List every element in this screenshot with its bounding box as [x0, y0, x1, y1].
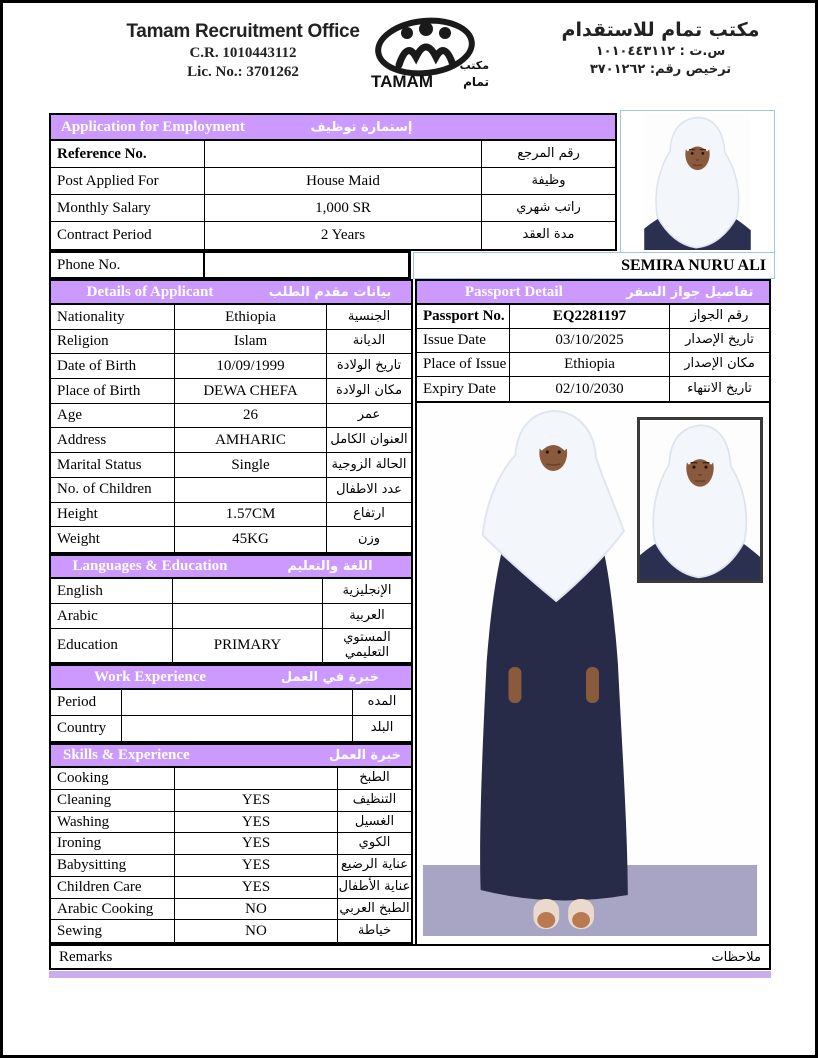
table-row [51, 141, 615, 168]
table-row [51, 404, 411, 429]
table-row [51, 877, 411, 899]
license-number: Lic. No.: 3701262 [187, 64, 299, 80]
table-row [51, 428, 411, 453]
row-label: Babysitting [51, 855, 175, 876]
application-header-ar: إستمارة توظيف [310, 119, 413, 135]
row-value: NO [175, 920, 338, 942]
row-label-arabic: تاريخ الولادة [336, 358, 402, 374]
row-value: 10/09/1999 [175, 354, 327, 378]
row-label-arabic: الإنجليزية [342, 582, 392, 598]
row-value: Islam [175, 330, 327, 354]
table-row [417, 329, 769, 353]
row-label: Arabic [51, 604, 173, 628]
table-row [51, 833, 411, 855]
row-label: Height [51, 503, 175, 527]
applicant-photo-inset [637, 417, 763, 583]
row-value [205, 141, 482, 167]
row-value: Ethiopia [175, 305, 327, 329]
row-label-arabic: رقم المرجع [517, 145, 580, 161]
row-value: Ethiopia [510, 353, 670, 376]
row-label-arabic: مكان الإصدار [684, 356, 755, 372]
row-label: Monthly Salary [51, 195, 205, 221]
row-label-arabic: مدة العقد [522, 227, 575, 243]
table-row [51, 920, 411, 942]
row-value: YES [175, 877, 338, 898]
row-value [175, 478, 327, 502]
table-row [51, 768, 411, 790]
row-label-arabic: عدد الاطفال [336, 481, 402, 497]
table-row [51, 629, 411, 662]
passport-header-en: Passport Detail [464, 283, 563, 300]
row-label: Washing [51, 812, 175, 833]
languages-section-header [51, 556, 411, 579]
work-experience-table [49, 664, 413, 743]
row-label: Issue Date [417, 329, 510, 352]
work-header-en: Work Experience [93, 668, 207, 685]
table-row [417, 305, 769, 329]
languages-header-en: Languages & Education [72, 558, 228, 574]
phone-row [49, 251, 411, 279]
table-row [51, 690, 411, 716]
row-label: Sewing [51, 920, 175, 942]
table-row [51, 503, 411, 528]
row-label-arabic: رقم الجواز [690, 308, 749, 324]
table-row [51, 478, 411, 503]
row-value: YES [175, 855, 338, 876]
row-label-arabic: العربية [349, 607, 385, 623]
row-label: Arabic Cooking [51, 899, 175, 920]
languages-education-table [49, 554, 413, 664]
row-label: Period [51, 690, 122, 715]
table-row [51, 579, 411, 604]
remarks-label-arabic: ملاحظات [711, 949, 761, 965]
row-label: Marital Status [51, 453, 175, 477]
logo-text: TAMAM [371, 72, 433, 91]
row-value: AMHARIC [175, 428, 327, 452]
row-label-arabic: العنوان الكامل [330, 432, 408, 448]
row-value [122, 716, 353, 742]
row-label: Cleaning [51, 790, 175, 811]
row-label: Reference No. [51, 141, 205, 167]
tamam-logo-icon [365, 13, 491, 93]
cr-number: C.R. 1010443112 [189, 45, 297, 61]
details-header-en: Details of Applicant [86, 283, 214, 300]
row-label-arabic: ارتفاع [353, 506, 385, 522]
row-label-arabic: التنظيف [352, 791, 397, 807]
row-value [173, 579, 323, 603]
table-row [417, 377, 769, 401]
table-row [417, 353, 769, 377]
row-label-arabic: عناية الرضيع [341, 857, 408, 873]
row-label: Place of Birth [51, 379, 175, 403]
table-row [51, 604, 411, 629]
row-label: English [51, 579, 173, 603]
remarks-row [49, 944, 771, 970]
row-label-arabic: البلد [370, 720, 394, 736]
row-value: 26 [175, 404, 327, 428]
skills-section-header [51, 745, 411, 768]
passport-section-header [417, 281, 769, 305]
row-label: Cooking [51, 768, 175, 789]
row-label-arabic: وزن [357, 531, 381, 547]
row-value: 1,000 SR [205, 195, 482, 221]
table-row [51, 453, 411, 478]
application-section-header [51, 115, 615, 141]
details-section-header [51, 281, 411, 305]
row-label: Education [51, 629, 173, 662]
row-label: Children Care [51, 877, 175, 898]
row-label-arabic: تاريخ الانتهاء [687, 380, 752, 396]
table-row [51, 899, 411, 921]
row-label-arabic: تاريخ الإصدار [685, 332, 754, 348]
phone-value [205, 253, 409, 277]
row-label-arabic: الغسيل [354, 813, 395, 829]
row-value: PRIMARY [173, 629, 323, 662]
office-name-arabic: مكتب تمام للاستقدام [561, 19, 760, 41]
row-label: Weight [51, 527, 175, 552]
candidate-name: SEMIRA NURU ALI [413, 252, 775, 279]
row-label: Date of Birth [51, 354, 175, 378]
row-value [175, 768, 338, 789]
row-label: Post Applied For [51, 168, 205, 194]
row-value [173, 604, 323, 628]
row-value: DEWA CHEFA [175, 379, 327, 403]
row-label-arabic: مكان الولادة [335, 382, 403, 398]
row-label-arabic: الطبخ العربي [339, 900, 410, 916]
applicant-photo-fullbody [415, 403, 771, 944]
table-row [51, 168, 615, 195]
row-label-arabic: راتب شهري [516, 199, 581, 215]
cr-number-arabic: س.ت : ١٠١٠٤٤٣١١٢ [595, 44, 726, 59]
passport-detail-table [415, 279, 771, 403]
row-value: 2 Years [205, 222, 482, 249]
logo-text-arabic-1: مكتب [459, 59, 489, 72]
table-row [51, 812, 411, 834]
row-value: 45KG [175, 527, 327, 552]
row-label: Address [51, 428, 175, 452]
row-label: Passport No. [417, 305, 510, 328]
license-number-arabic: ترخيص رقم: ٣٧٠١٢٦٢ [589, 62, 732, 77]
application-table [49, 113, 617, 251]
row-label: Ironing [51, 833, 175, 854]
office-name: Tamam Recruitment Office [126, 21, 360, 42]
table-row [51, 305, 411, 330]
remarks-label: Remarks [59, 948, 113, 965]
row-value: YES [175, 833, 338, 854]
table-row [51, 527, 411, 552]
row-label-arabic: الطبخ [359, 770, 390, 786]
row-label-arabic: عمر [357, 407, 381, 423]
applicant-photo-headshot [620, 110, 775, 253]
row-label: Age [51, 404, 175, 428]
details-header-ar: بيانات مقدم الطلب [268, 284, 392, 300]
table-row [51, 222, 615, 249]
row-label-arabic: عناية الأطفال [338, 878, 411, 894]
row-label-arabic: وظيفة [531, 172, 566, 188]
logo-text-arabic-2: تمام [463, 75, 489, 89]
row-label: Country [51, 716, 122, 742]
row-value: EQ2281197 [510, 305, 670, 328]
row-label: Expiry Date [417, 377, 510, 401]
row-label: No. of Children [51, 478, 175, 502]
row-value: 02/10/2030 [510, 377, 670, 401]
row-value: YES [175, 790, 338, 811]
row-value: NO [175, 899, 338, 920]
row-value [122, 690, 353, 715]
row-label-arabic: الديانة [352, 333, 386, 349]
row-label-arabic: المده [367, 694, 397, 710]
skills-header-en: Skills & Experience [63, 747, 190, 763]
row-value: Single [175, 453, 327, 477]
table-row [51, 195, 615, 222]
row-label: Contract Period [51, 222, 205, 249]
row-value: YES [175, 812, 338, 833]
row-label-arabic: الجنسية [347, 308, 391, 324]
skills-header-ar: خبرة العمل [329, 748, 401, 763]
work-header-ar: خبرة في العمل [280, 669, 380, 685]
languages-header-ar: اللغة والتعليم [287, 559, 373, 574]
phone-label: Phone No. [51, 253, 205, 277]
work-section-header [51, 666, 411, 690]
bottom-divider-strip [49, 971, 771, 978]
row-label: Religion [51, 330, 175, 354]
row-label-arabic: الكوي [358, 835, 391, 851]
row-value: 1.57CM [175, 503, 327, 527]
letterhead-arabic [528, 19, 793, 77]
letterhead-english [73, 21, 413, 81]
application-header-en: Application for Employment [61, 118, 245, 135]
row-label: Nationality [51, 305, 175, 329]
row-value: House Maid [205, 168, 482, 194]
table-row [51, 790, 411, 812]
row-label-arabic: خياطة [357, 922, 392, 938]
row-label-arabic: المستوي التعليمي [343, 630, 391, 660]
skills-experience-table [49, 743, 413, 944]
table-row [51, 855, 411, 877]
table-row [51, 354, 411, 379]
row-label: Place of Issue [417, 353, 510, 376]
passport-header-ar: تفاصيل جواز السفر [626, 284, 754, 300]
row-value: 03/10/2025 [510, 329, 670, 352]
table-row [51, 379, 411, 404]
table-row [51, 330, 411, 355]
row-label-arabic: الحالة الزوجية [331, 456, 407, 472]
table-row [51, 716, 411, 742]
details-of-applicant-table [49, 279, 413, 554]
